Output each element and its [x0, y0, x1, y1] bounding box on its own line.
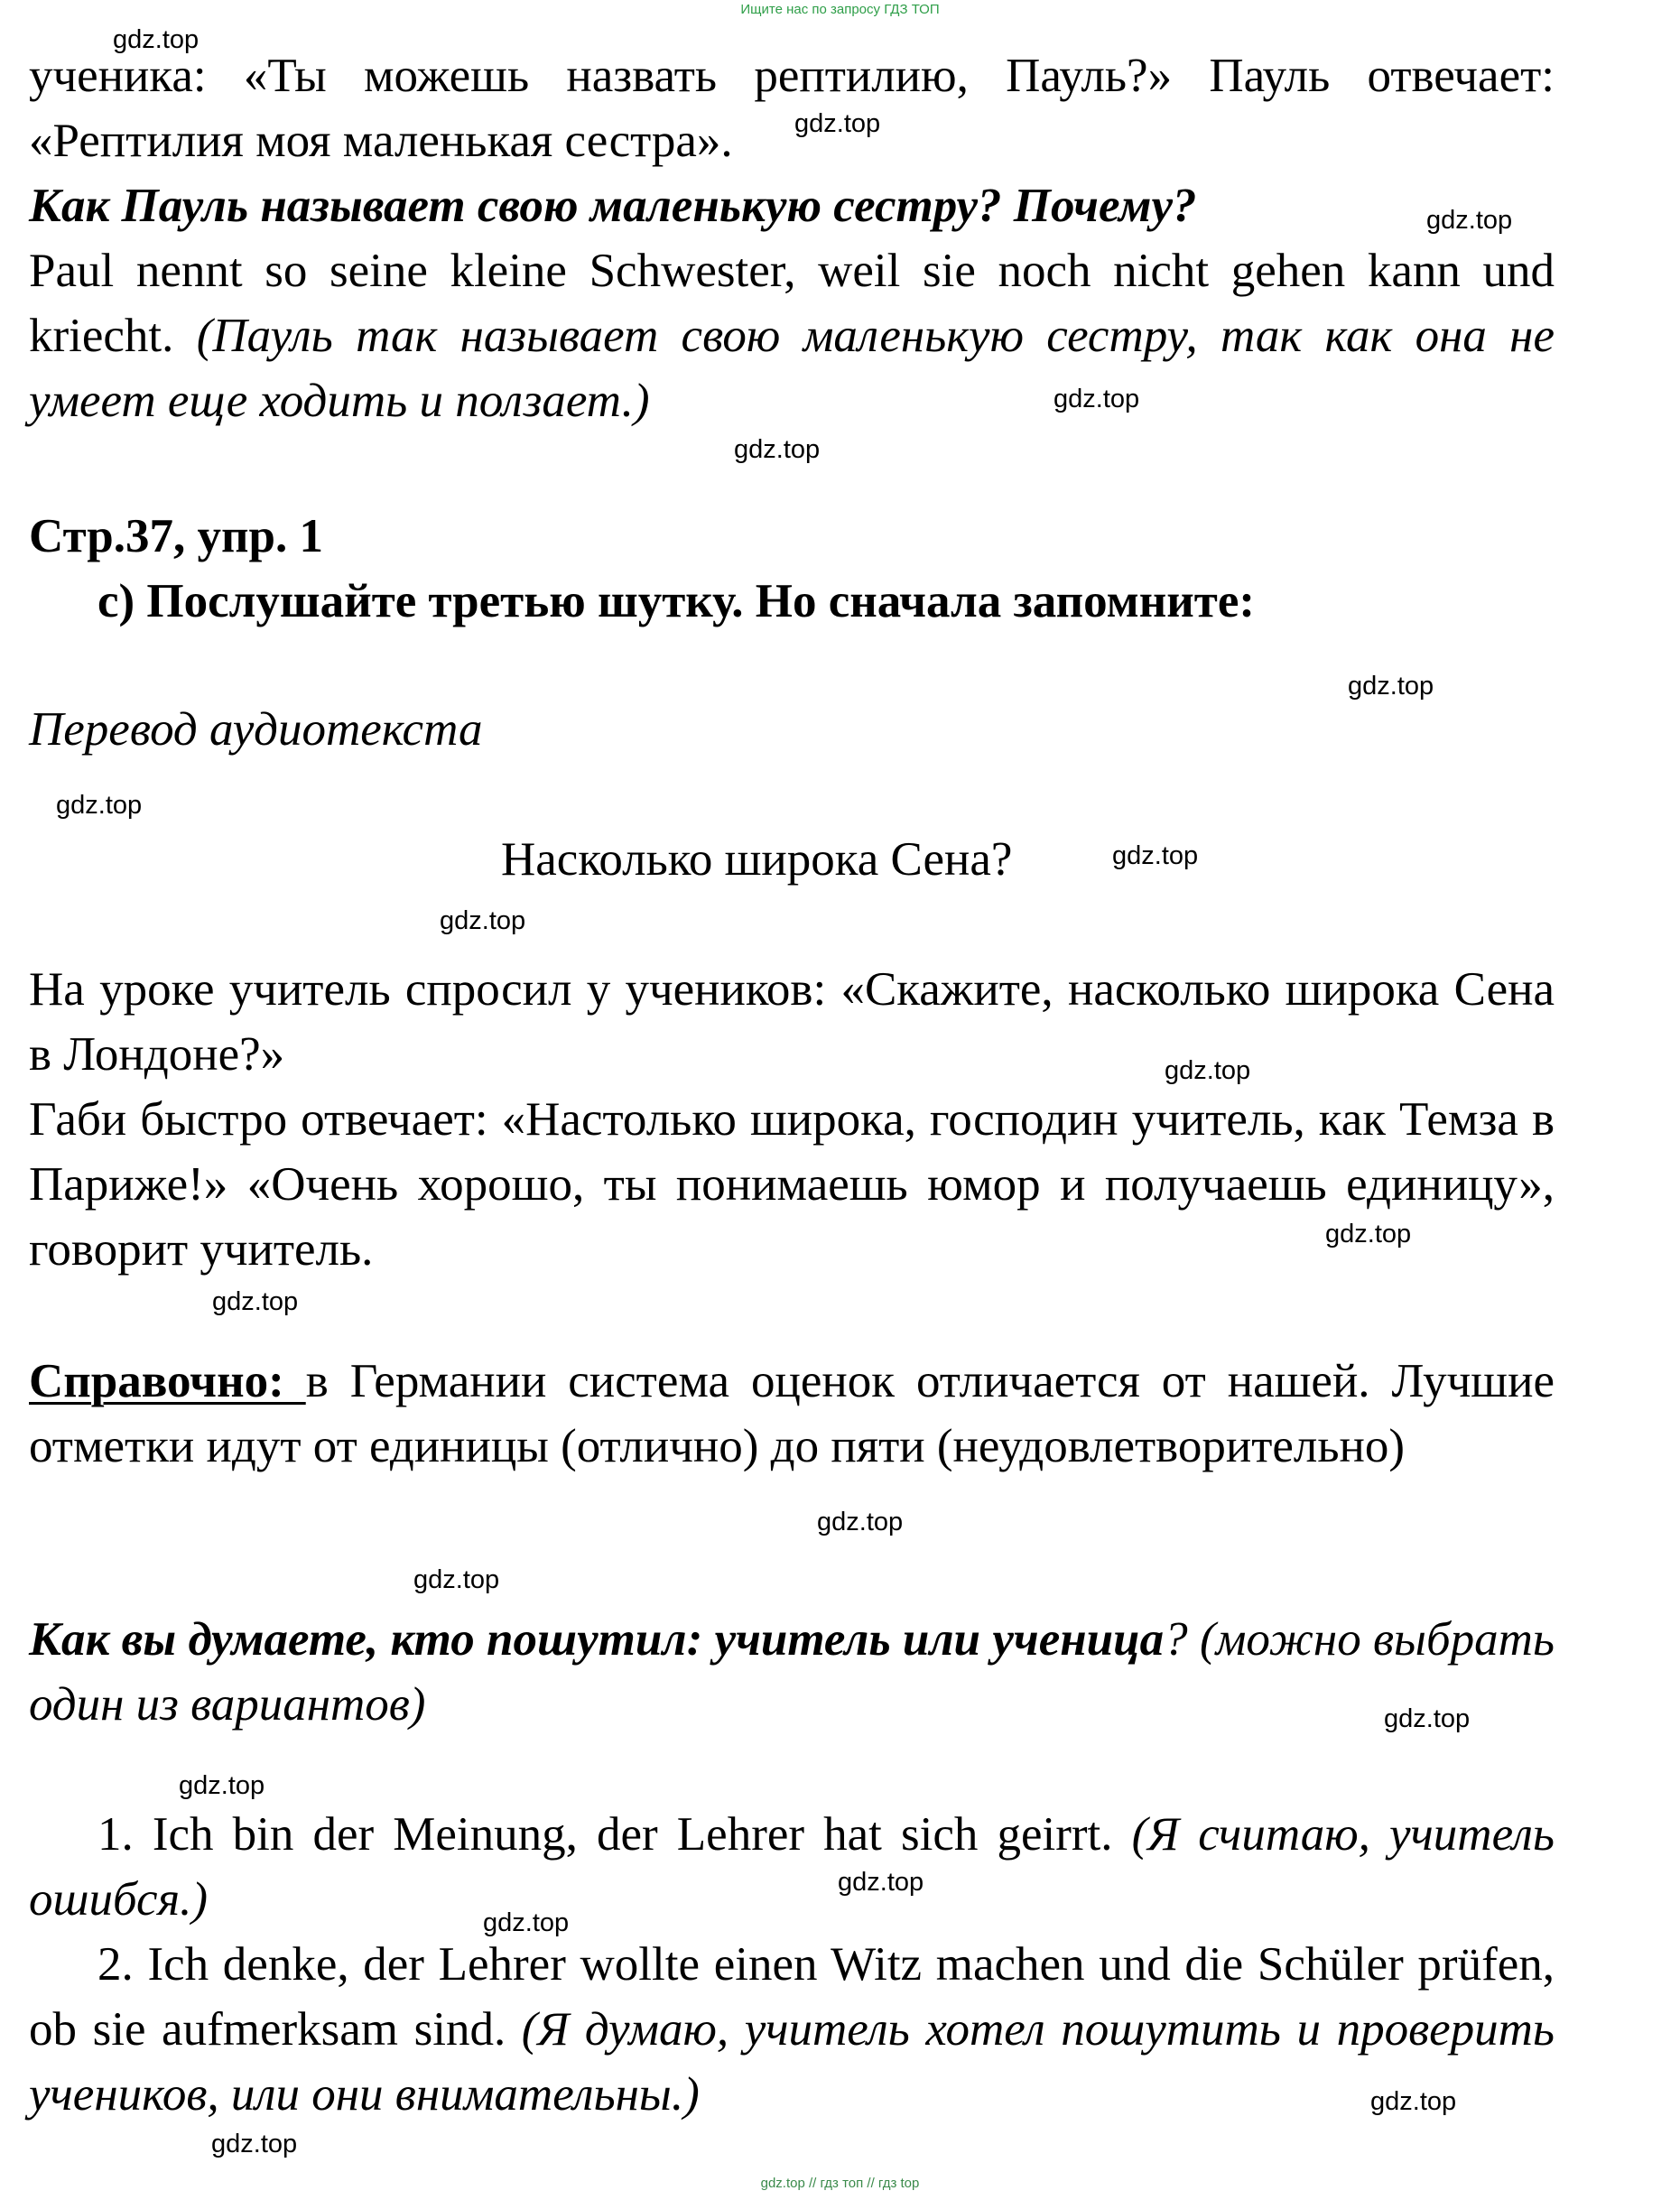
watermark: gdz.top — [794, 109, 881, 138]
answer-ru: (Я считаю, учитель ошибся.) — [29, 1808, 1555, 1926]
joke2-answer-de: Paul nennt so seine kleine Schwester, weil sie noch nicht gehen kann und kriecht. — [29, 245, 1555, 362]
watermark: gdz.top — [1053, 385, 1140, 413]
joke3-paragraph-2: Габи быстро отвечает: «Настолько широка, господин учитель, как Темза в Париже!» «Очень хорошо, ты понимаешь юмор и получаешь единицу», говорит учитель. — [29, 1093, 1555, 1276]
joke3-paragraph-1: На уроке учитель спросил у учеников: «Скажите, насколько широка Сена в Лондоне?» — [29, 963, 1555, 1081]
watermark: gdz.top — [1112, 841, 1199, 870]
answer-de: Ich bin der Meinung, der Lehrer hat sich geirrt. — [152, 1808, 1113, 1861]
joke2-line2: «Рептилия моя маленькая сестра». — [29, 115, 733, 167]
watermark: gdz.top — [1384, 1704, 1471, 1733]
question-2-rest: ? (можно выбрать один из вариантов) — [29, 1613, 1555, 1731]
answer-number: 2. — [97, 1938, 134, 1991]
question-2-bold: Как вы думаете, кто пошутил: учитель или ученица — [29, 1613, 1165, 1666]
watermark: gdz.top — [1348, 672, 1434, 701]
joke2-answer — [29, 238, 1555, 433]
watermark: gdz.top — [211, 2130, 298, 2158]
reference-label: Справочно: — [29, 1355, 306, 1407]
watermark: gdz.top — [1426, 206, 1513, 235]
watermark: gdz.top — [212, 1287, 299, 1316]
watermark: gdz.top — [440, 906, 526, 935]
joke2-question: Как Пауль называет свою маленькую сестру? Почему? — [29, 180, 1197, 232]
watermark: gdz.top — [734, 435, 821, 464]
answer-ru: (Я думаю, учитель хотел пошутить и проверить учеников, или они внимательны.) — [29, 2003, 1555, 2121]
watermark: gdz.top — [817, 1508, 904, 1536]
footer-banner: gdz.top // гдз топ // гдз top — [760, 2176, 920, 2191]
watermark: gdz.top — [113, 25, 200, 54]
exercise-subheading: c) Послушайте третью шутку. Но сначала запомните: — [97, 575, 1256, 627]
watermark: gdz.top — [179, 1771, 265, 1800]
answer-item — [29, 1932, 1555, 2127]
watermark: gdz.top — [56, 791, 143, 820]
header-banner: Ищите нас по запросу ГДЗ ТОП — [740, 2, 940, 17]
joke2-answer-ru: (Пауль так называет свою маленькую сестру, так как она не умеет еще ходить и ползает.) — [29, 310, 1555, 427]
watermark: gdz.top — [1370, 2087, 1457, 2116]
joke2-line1: ученика: «Ты можешь назвать рептилию, Пауль?» Пауль отвечает: — [29, 50, 1555, 102]
watermark: gdz.top — [838, 1868, 924, 1897]
watermark: gdz.top — [1165, 1056, 1251, 1085]
joke3-title: Насколько широка Сена? — [501, 833, 1013, 886]
exercise-heading: Стр.37, упр. 1 — [29, 510, 323, 562]
question-2 — [29, 1607, 1555, 1737]
reference-text: в Германии система оценок отличается от нашей. Лучшие отметки идут от единицы (отлично) до пяти (неудовлетворительно) — [29, 1355, 1555, 1472]
answer-item — [29, 1802, 1555, 1932]
watermark: gdz.top — [483, 1908, 570, 1937]
translation-label: Перевод аудиотекста — [29, 703, 483, 756]
answer-de: Ich denke, der Lehrer wollte einen Witz machen und die Schüler prüfen, ob sie aufmerksam sind. — [29, 1938, 1555, 2056]
watermark: gdz.top — [413, 1565, 500, 1594]
answer-number: 1. — [97, 1808, 134, 1861]
watermark: gdz.top — [1325, 1220, 1412, 1249]
reference-note — [29, 1349, 1555, 1479]
